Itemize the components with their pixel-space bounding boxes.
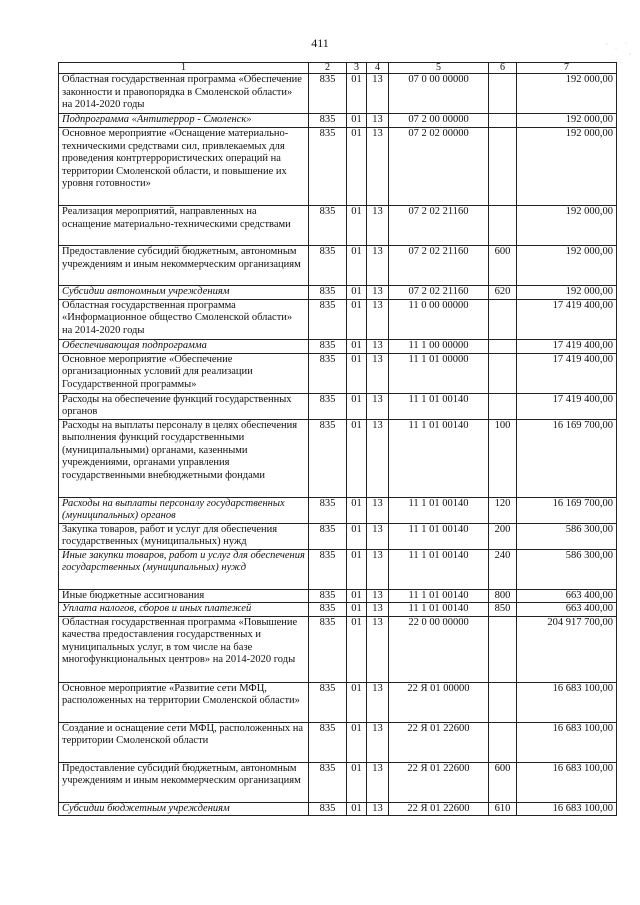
col-amount: 192 000,00: [517, 206, 617, 246]
col-subsection: 13: [367, 616, 389, 682]
col-admin: 835: [309, 353, 347, 393]
col-section: 01: [347, 762, 367, 802]
col-subsection: 13: [367, 353, 389, 393]
col-target-article: 22 Я 01 22600: [389, 802, 489, 816]
col-expense-type: [489, 74, 517, 114]
col-expense-type: [489, 353, 517, 393]
col-expense-type: [489, 682, 517, 722]
col-expense-type: 600: [489, 762, 517, 802]
column-header: 4: [367, 63, 389, 74]
column-header: 6: [489, 63, 517, 74]
col-section: 01: [347, 549, 367, 589]
col-admin: 835: [309, 246, 347, 286]
col-admin: 835: [309, 682, 347, 722]
col-section: 01: [347, 497, 367, 523]
col-subsection: 13: [367, 286, 389, 300]
col-admin: 835: [309, 128, 347, 206]
col-section: 01: [347, 299, 367, 339]
col-section: 01: [347, 286, 367, 300]
col-target-article: 11 1 01 00000: [389, 353, 489, 393]
column-header: 2: [309, 63, 347, 74]
col-target-article: 11 1 01 00140: [389, 549, 489, 589]
row-name: Предоставление субсидий бюджетным, автономным учреждениям и иным некоммерческим организациям: [59, 246, 309, 286]
col-expense-type: 610: [489, 802, 517, 816]
col-admin: 835: [309, 802, 347, 816]
col-subsection: 13: [367, 128, 389, 206]
col-section: 01: [347, 128, 367, 206]
col-target-article: 07 2 02 21160: [389, 246, 489, 286]
col-amount: 16 169 700,00: [517, 419, 617, 497]
col-subsection: 13: [367, 762, 389, 802]
table-row: [59, 128, 617, 206]
budget-table: [58, 62, 617, 816]
row-name: Областная государственная программа «Информационное общество Смоленской области» на 2014-2020 годы: [59, 299, 309, 339]
table-row: [59, 299, 617, 339]
col-admin: 835: [309, 722, 347, 762]
table-row: [59, 616, 617, 682]
col-subsection: 13: [367, 206, 389, 246]
table-row: [59, 523, 617, 549]
col-admin: 835: [309, 299, 347, 339]
table-row: [59, 74, 617, 114]
col-target-article: 22 Я 01 22600: [389, 722, 489, 762]
col-target-article: 07 2 02 00000: [389, 128, 489, 206]
col-section: 01: [347, 616, 367, 682]
table-row: [59, 246, 617, 286]
col-amount: 192 000,00: [517, 246, 617, 286]
col-amount: 663 400,00: [517, 603, 617, 617]
column-header: 7: [517, 63, 617, 74]
row-name: Уплата налогов, сборов и иных платежей: [59, 603, 309, 617]
col-expense-type: 100: [489, 419, 517, 497]
table-row: [59, 603, 617, 617]
col-section: 01: [347, 74, 367, 114]
col-expense-type: 200: [489, 523, 517, 549]
col-target-article: 07 2 02 21160: [389, 206, 489, 246]
row-name: Основное мероприятие «Обеспечение организационных условий для реализации Государственной программы»: [59, 353, 309, 393]
col-subsection: 13: [367, 523, 389, 549]
col-section: 01: [347, 419, 367, 497]
table-row: [59, 722, 617, 762]
row-name: Расходы на обеспечение функций государственных органов: [59, 393, 309, 419]
col-amount: 17 419 400,00: [517, 339, 617, 353]
row-name: Создание и оснащение сети МФЦ, расположенных на территории Смоленской области: [59, 722, 309, 762]
column-header: 5: [389, 63, 489, 74]
row-name: Субсидии бюджетным учреждениям: [59, 802, 309, 816]
table-row: [59, 393, 617, 419]
col-expense-type: [489, 722, 517, 762]
col-expense-type: [489, 339, 517, 353]
col-amount: 16 683 100,00: [517, 682, 617, 722]
col-section: 01: [347, 589, 367, 603]
row-name: Обеспечивающая подпрограмма: [59, 339, 309, 353]
col-section: 01: [347, 393, 367, 419]
scan-noise: [604, 40, 634, 60]
col-expense-type: 800: [489, 589, 517, 603]
col-subsection: 13: [367, 419, 389, 497]
col-admin: 835: [309, 114, 347, 128]
table-row: [59, 286, 617, 300]
col-amount: 192 000,00: [517, 114, 617, 128]
row-name: Реализация мероприятий, направленных на оснащение материально-техническими средствами: [59, 206, 309, 246]
col-target-article: 11 1 01 00140: [389, 589, 489, 603]
row-name: Предоставление субсидий бюджетным, автономным учреждениям и иным некоммерческим организациям: [59, 762, 309, 802]
row-name: Иные бюджетные ассигнования: [59, 589, 309, 603]
table-row: [59, 206, 617, 246]
col-expense-type: [489, 206, 517, 246]
col-section: 01: [347, 722, 367, 762]
table-row: [59, 589, 617, 603]
col-admin: 835: [309, 419, 347, 497]
col-section: 01: [347, 246, 367, 286]
col-subsection: 13: [367, 497, 389, 523]
col-amount: 17 419 400,00: [517, 353, 617, 393]
col-target-article: 11 0 00 00000: [389, 299, 489, 339]
col-admin: 835: [309, 286, 347, 300]
table-row: [59, 682, 617, 722]
col-subsection: 13: [367, 299, 389, 339]
col-subsection: 13: [367, 722, 389, 762]
col-admin: 835: [309, 339, 347, 353]
col-expense-type: 850: [489, 603, 517, 617]
col-target-article: 11 1 01 00140: [389, 523, 489, 549]
col-admin: 835: [309, 74, 347, 114]
col-amount: 192 000,00: [517, 128, 617, 206]
col-section: 01: [347, 802, 367, 816]
row-name: Субсидии автономным учреждениям: [59, 286, 309, 300]
col-admin: 835: [309, 762, 347, 802]
col-admin: 835: [309, 616, 347, 682]
col-expense-type: [489, 393, 517, 419]
table-row: [59, 497, 617, 523]
col-expense-type: 240: [489, 549, 517, 589]
row-name: Областная государственная программа «Повышение качества предоставления государственных и муниципальных услуг, в том числе на базе многофункциональных центров» на 2014-2020 годы: [59, 616, 309, 682]
col-admin: 835: [309, 549, 347, 589]
col-amount: 204 917 700,00: [517, 616, 617, 682]
header-row: [59, 63, 617, 74]
col-target-article: 11 1 00 00000: [389, 339, 489, 353]
table-row: [59, 549, 617, 589]
col-target-article: 07 0 00 00000: [389, 74, 489, 114]
col-subsection: 13: [367, 339, 389, 353]
col-subsection: 13: [367, 74, 389, 114]
table-row: [59, 353, 617, 393]
row-name: Областная государственная программа «Обеспечение законности и правопорядка в Смоленской области» на 2014-2020 годы: [59, 74, 309, 114]
table-row: [59, 419, 617, 497]
col-amount: 663 400,00: [517, 589, 617, 603]
col-target-article: 22 Я 01 00000: [389, 682, 489, 722]
col-expense-type: [489, 616, 517, 682]
col-subsection: 13: [367, 393, 389, 419]
col-amount: 586 300,00: [517, 549, 617, 589]
table-row: [59, 114, 617, 128]
col-section: 01: [347, 339, 367, 353]
column-header: 3: [347, 63, 367, 74]
col-amount: 16 683 100,00: [517, 802, 617, 816]
col-target-article: 11 1 01 00140: [389, 419, 489, 497]
col-section: 01: [347, 353, 367, 393]
col-admin: 835: [309, 603, 347, 617]
col-amount: 17 419 400,00: [517, 393, 617, 419]
table-row: [59, 762, 617, 802]
col-expense-type: [489, 299, 517, 339]
col-subsection: 13: [367, 246, 389, 286]
col-subsection: 13: [367, 114, 389, 128]
col-expense-type: 620: [489, 286, 517, 300]
col-target-article: 11 1 01 00140: [389, 497, 489, 523]
col-admin: 835: [309, 206, 347, 246]
col-section: 01: [347, 206, 367, 246]
col-amount: 586 300,00: [517, 523, 617, 549]
column-header: 1: [59, 63, 309, 74]
col-amount: 192 000,00: [517, 74, 617, 114]
col-amount: 16 169 700,00: [517, 497, 617, 523]
col-target-article: 11 1 01 00140: [389, 603, 489, 617]
col-subsection: 13: [367, 682, 389, 722]
col-admin: 835: [309, 497, 347, 523]
col-target-article: 22 Я 01 22600: [389, 762, 489, 802]
row-name: Основное мероприятие «Развитие сети МФЦ, расположенных на территории Смоленской области»: [59, 682, 309, 722]
col-amount: 17 419 400,00: [517, 299, 617, 339]
col-subsection: 13: [367, 802, 389, 816]
col-subsection: 13: [367, 603, 389, 617]
col-section: 01: [347, 114, 367, 128]
col-expense-type: [489, 128, 517, 206]
col-amount: 16 683 100,00: [517, 722, 617, 762]
col-admin: 835: [309, 523, 347, 549]
table-row: [59, 339, 617, 353]
col-amount: 192 000,00: [517, 286, 617, 300]
col-expense-type: [489, 114, 517, 128]
col-expense-type: 120: [489, 497, 517, 523]
col-admin: 835: [309, 589, 347, 603]
page-number: 411: [311, 36, 329, 50]
col-subsection: 13: [367, 589, 389, 603]
col-target-article: 07 2 00 00000: [389, 114, 489, 128]
col-target-article: 11 1 01 00140: [389, 393, 489, 419]
col-target-article: 22 0 00 00000: [389, 616, 489, 682]
col-section: 01: [347, 682, 367, 722]
col-section: 01: [347, 523, 367, 549]
col-subsection: 13: [367, 549, 389, 589]
row-name: Основное мероприятие «Оснащение материально-техническими средствами сил, привлекаемых для проведения контртеррористических операций на территории Смоленской области, и повышение их уровня готовности»: [59, 128, 309, 206]
row-name: Закупка товаров, работ и услуг для обеспечения государственных (муниципальных) нужд: [59, 523, 309, 549]
table-row: [59, 802, 617, 816]
row-name: Расходы на выплаты персоналу государственных (муниципальных) органов: [59, 497, 309, 523]
row-name: Расходы на выплаты персоналу в целях обеспечения выполнения функций государственными (муниципальными) органами, казенными учреждениями, органами управления государственными внебюджетными фондами: [59, 419, 309, 497]
col-expense-type: 600: [489, 246, 517, 286]
col-admin: 835: [309, 393, 347, 419]
row-name: Иные закупки товаров, работ и услуг для обеспечения государственных (муниципальных) нужд: [59, 549, 309, 589]
col-section: 01: [347, 603, 367, 617]
row-name: Подпрограмма «Антитеррор - Смоленск»: [59, 114, 309, 128]
col-target-article: 07 2 02 21160: [389, 286, 489, 300]
col-amount: 16 683 100,00: [517, 762, 617, 802]
